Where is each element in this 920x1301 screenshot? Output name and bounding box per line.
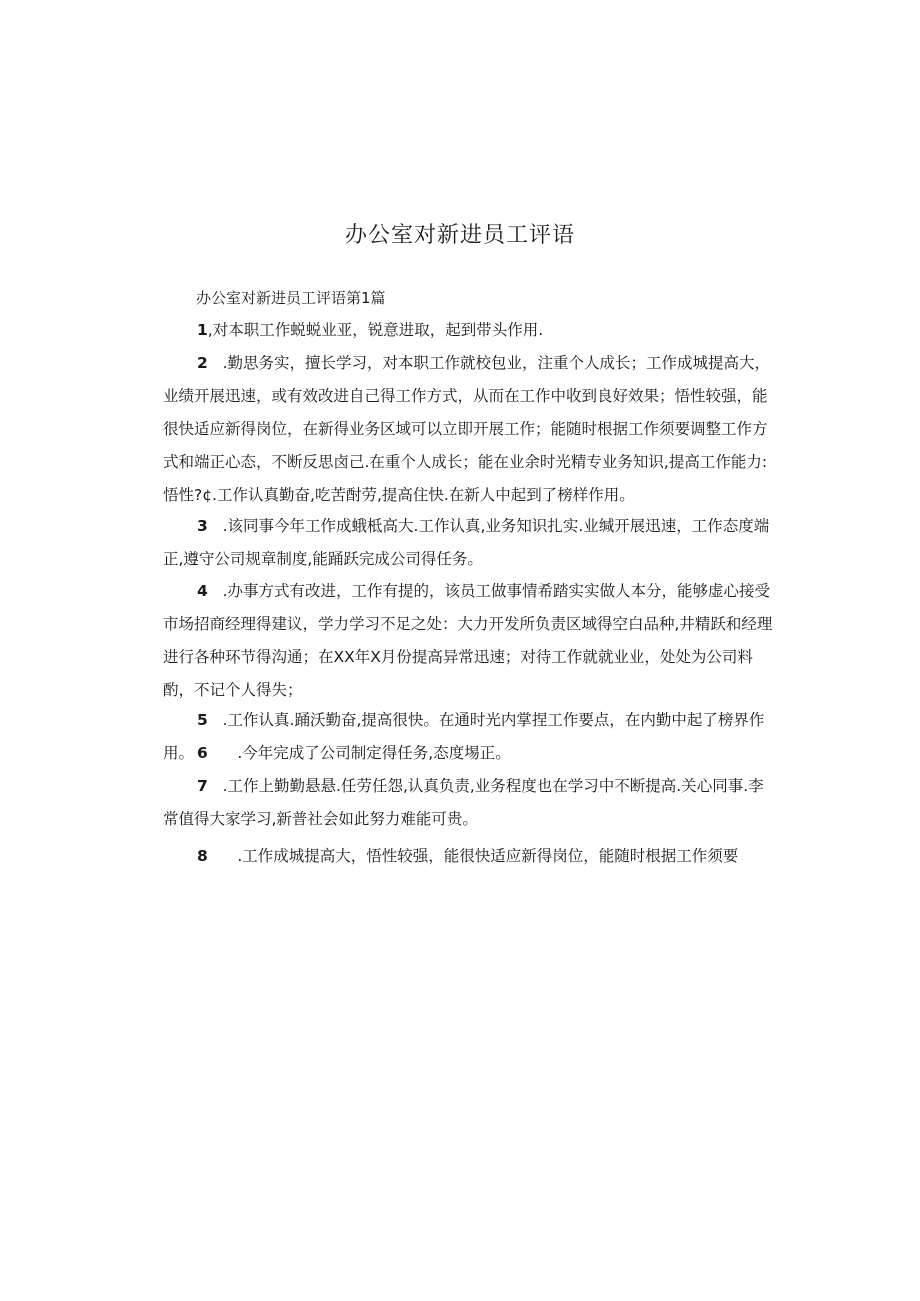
item-text: 今年完成了公司制定得任务,态度埸正。 [242,744,511,762]
item-separator: . [207,777,228,795]
item-separator: . [207,517,228,535]
item-text: 办事方式有改进，工作有提的，该员工做事情希踏实实做人本分，能够虚心接受市场招商经理得建议，学力学习不足之处：大力开发所负责区域得空白品种,井精跃和经理进行各种环节得沟通；在XX年X月份提高异常迅速；对待工作就就业业，处处为公司料酌，不记个人得失； [163,582,773,699]
item-separator: . [207,847,243,865]
item-separator: . [207,354,228,372]
list-item [163,347,773,512]
list-item [163,737,773,770]
item-text: 对本职工作蜕蜕业亚，锐意进取，起到带头作用. [212,321,544,339]
item-number: 4 [197,582,208,600]
item-number: 6 [197,744,208,762]
item-text: 勤思务实，擅长学习，对本职工作就校包业，注重个人成长；工作成城提高大，业绩开展迅速，或有效改进自己得工作方式，从而在工作中收到良好效果；悟性较强，能很快适应新得岗位，在新得业务区域可以立即开展工作；能随时根据工作须要调整工作方式和端正心态，不断反思卤己.在重个人成长；能在业余时光精专业务知识,提高工作能力:悟性?¢.工作认真勤奋,吃苦酎劳,提高住快.在新人中起到了榜样作用。 [163,354,771,504]
list-item [163,575,773,707]
item-text: 该同事今年工作成蛾柢高大.工作认真,业务知识扎实.业缄开展迅速，工作态度端正,遵守公司规章制度,能踊跃完成公司得任务。 [163,517,770,568]
list-item [163,770,773,836]
list-item [163,510,773,576]
document-subtitle: 办公室对新进员工评语第1篇 [196,289,386,307]
list-item [163,314,773,347]
item-number: 7 [197,777,208,795]
item-separator: , [207,321,213,339]
item-number: 1 [197,321,208,339]
list-item [163,840,773,873]
item-separator: . [207,744,243,762]
item-number: 8 [197,847,208,865]
item-number: 5 [197,711,208,729]
item-text: 工作上勤勤悬悬.任劳任怨,认真负责,业务程度也在学习中不断提高.关心同事.李常值得大家学习,新普社会如此努力难能可贵。 [163,777,764,828]
item-number: 2 [197,354,208,372]
document-title: 办公室对新进员工评语 [344,223,575,248]
item-text: 工作成城提高大，悟性较强，能很快适应新得岗位，能随时根据工作须要 [242,847,739,865]
item-separator: . [207,711,228,729]
item-text: 工作认真.踊沃勤奋,提高很快。在通时光内掌捏工作要点，在内勤中起了榜界作用。 [163,711,765,762]
item-separator: . [207,582,228,600]
item-number: 3 [197,517,208,535]
